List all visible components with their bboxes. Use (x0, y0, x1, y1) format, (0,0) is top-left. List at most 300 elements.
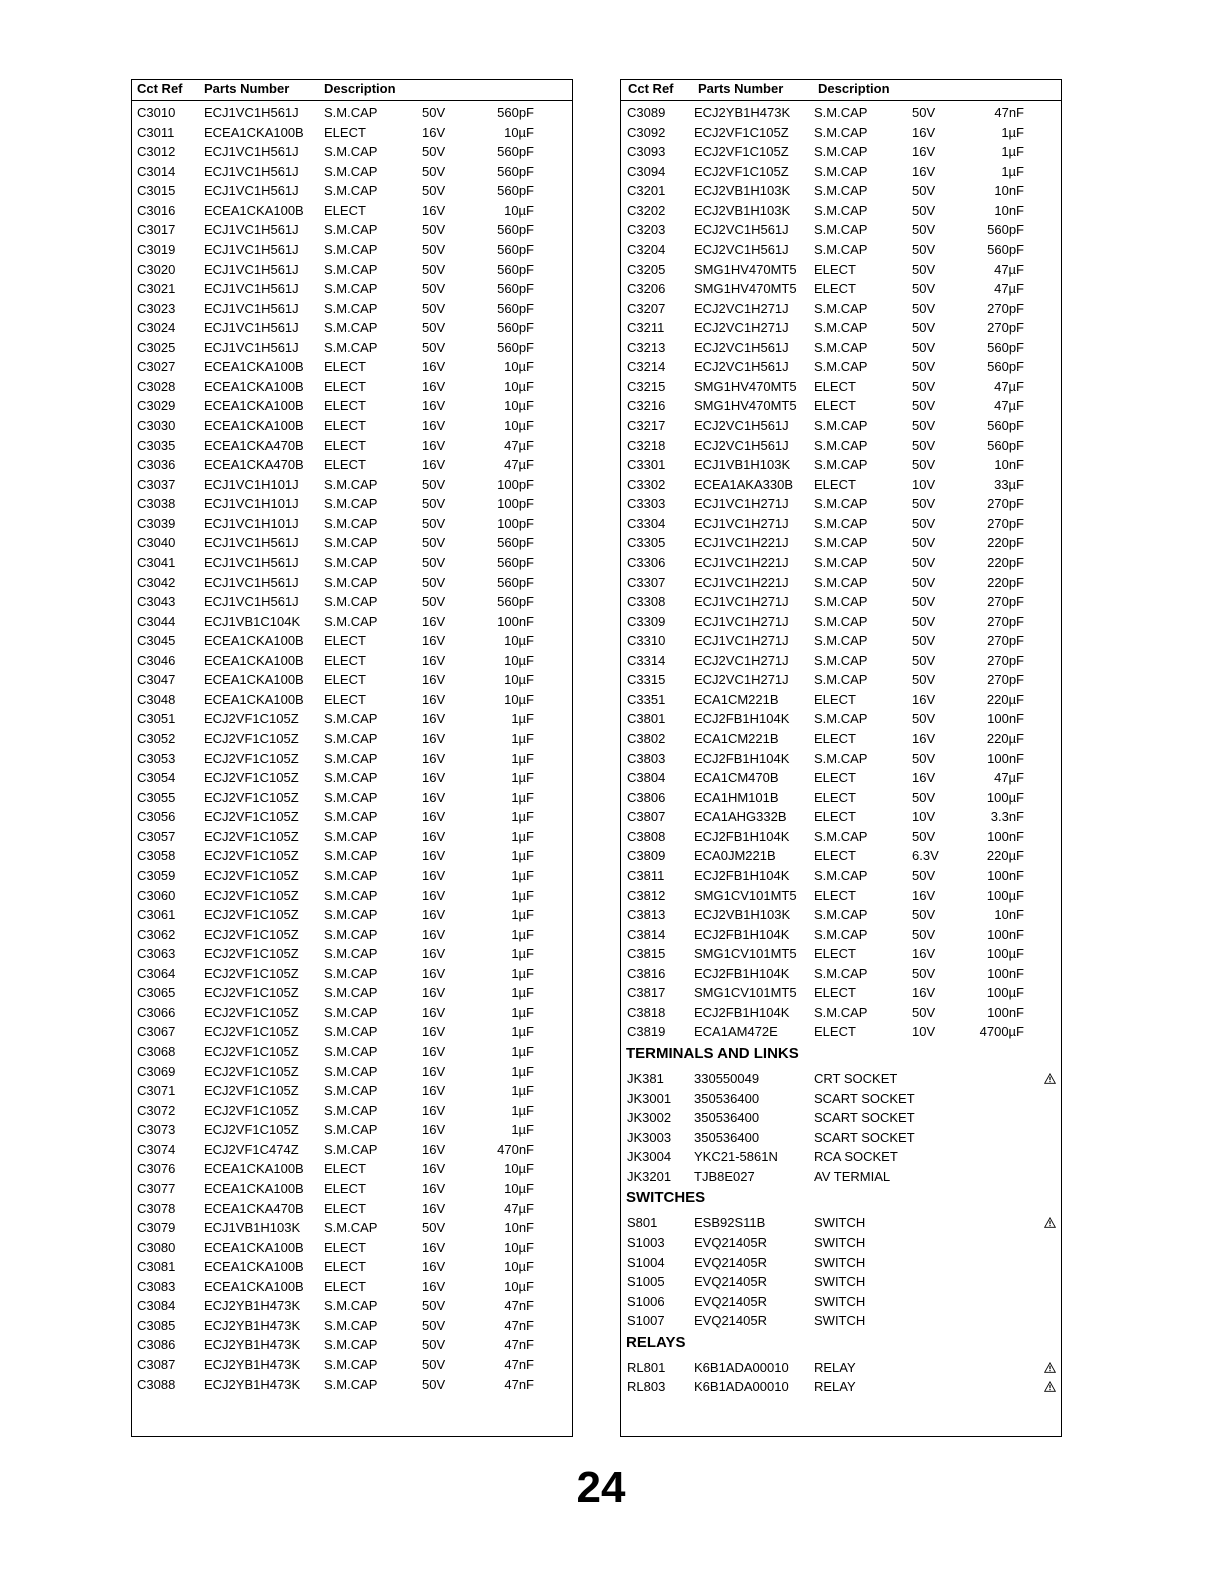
cct-ref: JK3002 (627, 1110, 672, 1126)
parts-number: ECJ1VC1H561J (204, 281, 299, 297)
table-row (132, 1081, 572, 1101)
table-row (132, 1375, 572, 1395)
table-row (132, 573, 572, 593)
voltage: 50V (912, 867, 936, 883)
value: 100µF (986, 985, 1024, 1001)
cct-ref: C3064 (137, 965, 176, 981)
cct-ref: C3215 (627, 378, 666, 394)
value: 10nF (994, 183, 1024, 199)
cct-ref: C3014 (137, 163, 176, 179)
value: 270pF (987, 652, 1024, 668)
voltage: 50V (422, 496, 446, 512)
description: ELECT (324, 633, 366, 649)
voltage: 16V (422, 1063, 446, 1079)
voltage: 16V (912, 887, 936, 903)
value: 560pF (497, 183, 534, 199)
parts-number: ECJ2VF1C105Z (204, 1122, 299, 1138)
value: 47µF (994, 398, 1024, 414)
value: 10µF (504, 652, 534, 668)
value: 560pF (497, 535, 534, 551)
parts-number: ECJ2YB1H473K (694, 105, 791, 120)
voltage: 50V (422, 574, 446, 590)
cct-ref: C3012 (137, 144, 176, 160)
description: ELECT (814, 848, 856, 864)
cct-ref: JK381 (627, 1071, 664, 1086)
cct-ref: C3074 (137, 1141, 176, 1157)
cct-ref: C3056 (137, 809, 176, 825)
cct-ref: C3060 (137, 887, 176, 903)
cct-ref: C3068 (137, 1044, 176, 1059)
description: S.M.CAP (814, 222, 868, 238)
description: S.M.CAP (814, 965, 868, 981)
cct-ref: C3202 (627, 202, 666, 218)
voltage: 50V (912, 105, 936, 120)
value: 1µF (511, 1122, 534, 1138)
value: 100nF (987, 711, 1024, 727)
voltage: 50V (422, 1357, 446, 1372)
table-row (621, 983, 1061, 1003)
description: S.M.CAP (814, 418, 868, 433)
description: ELECT (814, 378, 856, 394)
value: 1µF (511, 1083, 534, 1099)
value: 220µF (986, 848, 1024, 864)
voltage: 50V (422, 163, 446, 179)
description: S.M.CAP (324, 1102, 378, 1118)
value: 1µF (511, 750, 534, 766)
table-row (132, 299, 572, 319)
parts-number: ECJ2VC1H561J (694, 359, 789, 375)
cct-ref: C3310 (627, 633, 666, 649)
cct-ref: C3803 (627, 750, 666, 766)
description: S.M.CAP (324, 887, 378, 903)
table-row (621, 1233, 1061, 1253)
cct-ref: C3314 (627, 652, 666, 668)
cct-ref: C3217 (627, 418, 666, 433)
voltage: 16V (422, 985, 446, 1001)
cct-ref: C3048 (137, 691, 176, 707)
table-row (132, 768, 572, 788)
cct-ref: C3029 (137, 398, 176, 414)
voltage: 16V (422, 1180, 446, 1196)
table-row (132, 181, 572, 201)
description: ELECT (814, 789, 856, 805)
value: 1µF (511, 985, 534, 1001)
parts-number: SMG1HV470MT5 (694, 378, 797, 394)
table-row (621, 1128, 1061, 1148)
parts-number: ECA1HM101B (694, 789, 779, 805)
description: S.M.CAP (324, 1337, 378, 1353)
voltage: 50V (422, 1317, 446, 1333)
table-row (621, 436, 1061, 456)
parts-number: ECJ1VC1H561J (204, 535, 299, 551)
table-row (132, 807, 572, 827)
voltage: 50V (422, 105, 446, 120)
table-row (621, 592, 1061, 612)
table-row (621, 1147, 1061, 1167)
table-row (621, 1253, 1061, 1273)
cct-ref: C3813 (627, 907, 666, 923)
cct-ref: RL801 (627, 1359, 666, 1375)
cct-ref: C3051 (137, 711, 176, 727)
voltage: 50V (422, 261, 446, 277)
cct-ref: C3304 (627, 515, 666, 531)
parts-number: ECJ1VC1H561J (204, 144, 299, 160)
description: S.M.CAP (324, 222, 378, 238)
description: S.M.CAP (814, 183, 868, 199)
description: S.M.CAP (324, 144, 378, 160)
value: 47nF (504, 1317, 534, 1333)
section-heading: TERMINALS AND LINKS (626, 1045, 799, 1062)
value: 560pF (987, 437, 1024, 453)
value: 1µF (1001, 163, 1024, 179)
value: 10µF (504, 1239, 534, 1255)
table-row (621, 964, 1061, 984)
value: 560pF (987, 359, 1024, 375)
voltage: 16V (422, 691, 446, 707)
value: 1µF (511, 1044, 534, 1059)
cct-ref: C3035 (137, 437, 176, 453)
value: 10µF (504, 378, 534, 394)
parts-number: ECJ2VF1C105Z (204, 731, 299, 746)
description: S.M.CAP (324, 946, 378, 962)
voltage: 16V (422, 907, 446, 923)
cct-ref: C3806 (627, 789, 666, 805)
description: ELECT (324, 1278, 366, 1294)
voltage: 50V (912, 457, 936, 473)
cct-ref: C3058 (137, 848, 176, 864)
description: SCART SOCKET (814, 1110, 915, 1126)
table-row (621, 260, 1061, 280)
value: 100nF (987, 1004, 1024, 1020)
table-row (621, 612, 1061, 632)
header-parts-number: Parts Number (698, 81, 784, 96)
voltage: 50V (422, 1376, 446, 1392)
table-row (621, 1108, 1061, 1128)
value: 560pF (497, 144, 534, 160)
cct-ref: C3036 (137, 457, 176, 473)
value: 560pF (497, 163, 534, 179)
description: S.M.CAP (324, 848, 378, 864)
voltage: 50V (912, 281, 936, 297)
table-row (132, 142, 572, 162)
table-row (621, 788, 1061, 808)
voltage: 50V (422, 183, 446, 199)
voltage: 50V (912, 652, 936, 668)
voltage: 50V (912, 965, 936, 981)
table-row (621, 925, 1061, 945)
cct-ref: C3086 (137, 1337, 176, 1353)
description: ELECT (814, 261, 856, 277)
value: 560pF (497, 261, 534, 277)
value: 10µF (504, 359, 534, 375)
parts-number: ECJ2YB1H473K (204, 1376, 301, 1392)
cct-ref: C3061 (137, 907, 176, 923)
voltage: 50V (912, 594, 936, 610)
table-row (132, 1257, 572, 1277)
table-row (621, 670, 1061, 690)
table-header (132, 80, 572, 101)
cct-ref: C3076 (137, 1161, 176, 1177)
parts-number: ECA1AM472E (694, 1024, 778, 1040)
value: 47µF (504, 1200, 534, 1216)
description: AV TERMIAL (814, 1168, 891, 1184)
parts-table-right (620, 79, 1062, 1437)
cct-ref: C3080 (137, 1239, 176, 1255)
description: ELECT (324, 1200, 366, 1216)
description: ELECT (324, 124, 366, 140)
description: SWITCH (814, 1234, 866, 1250)
value: 220pF (987, 554, 1024, 570)
table-header (621, 80, 1061, 101)
description: ELECT (324, 652, 366, 668)
cct-ref: C3073 (137, 1122, 176, 1138)
voltage: 50V (912, 437, 936, 453)
description: S.M.CAP (814, 359, 868, 375)
table-row (621, 533, 1061, 553)
voltage: 6.3V (912, 848, 939, 864)
table-row (132, 944, 572, 964)
parts-number: SMG1CV101MT5 (694, 985, 797, 1001)
voltage: 16V (422, 418, 446, 433)
table-row (621, 1311, 1061, 1331)
cct-ref: C3201 (627, 183, 666, 199)
cct-ref: C3021 (137, 281, 176, 297)
table-row (621, 338, 1061, 358)
table-row (132, 964, 572, 984)
description: S.M.CAP (324, 731, 378, 746)
parts-number: ECJ1VC1H271J (694, 613, 789, 629)
description: ELECT (814, 770, 856, 786)
cct-ref: C3067 (137, 1024, 176, 1040)
description: ELECT (324, 359, 366, 375)
value: 10nF (504, 1220, 534, 1236)
value: 47µF (994, 261, 1024, 277)
voltage: 50V (912, 418, 936, 433)
voltage: 50V (912, 320, 936, 336)
description: S.M.CAP (324, 1357, 378, 1372)
voltage: 50V (912, 574, 936, 590)
cct-ref: C3027 (137, 359, 176, 375)
cct-ref: JK3201 (627, 1168, 672, 1184)
value: 100nF (987, 965, 1024, 981)
description: S.M.CAP (324, 1083, 378, 1099)
description: SWITCH (814, 1313, 866, 1329)
value: 47nF (504, 1357, 534, 1372)
description: ELECT (324, 1239, 366, 1255)
voltage: 16V (422, 1200, 446, 1216)
cct-ref: C3054 (137, 770, 176, 786)
section-heading: RELAYS (626, 1333, 686, 1351)
table-row (132, 553, 572, 573)
parts-number: EVQ21405R (694, 1313, 767, 1329)
value: 220µF (986, 731, 1024, 746)
value: 10nF (994, 202, 1024, 218)
table-row (132, 436, 572, 456)
description: ELECT (814, 476, 856, 492)
cct-ref: C3039 (137, 515, 176, 531)
table-row (132, 788, 572, 808)
table-row (621, 1022, 1061, 1042)
voltage: 50V (912, 907, 936, 923)
table-row (132, 123, 572, 143)
table-row (132, 377, 572, 397)
parts-number: ECJ1VC1H561J (204, 183, 299, 199)
value: 1µF (511, 887, 534, 903)
table-row (621, 886, 1061, 906)
table-row (621, 866, 1061, 886)
parts-number: ECJ2VB1H103K (694, 183, 791, 199)
voltage: 16V (422, 652, 446, 668)
description: S.M.CAP (324, 300, 378, 316)
description: ELECT (324, 691, 366, 707)
parts-number: ECEA1CKA470B (204, 1200, 304, 1216)
voltage: 16V (422, 457, 446, 473)
description: SCART SOCKET (814, 1129, 915, 1145)
voltage: 50V (912, 633, 936, 649)
value: 1µF (1001, 144, 1024, 160)
description: S.M.CAP (324, 750, 378, 766)
table-row (132, 533, 572, 553)
description: S.M.CAP (814, 633, 868, 649)
warning-icon (1044, 1362, 1056, 1373)
value: 560pF (497, 222, 534, 238)
voltage: 50V (422, 554, 446, 570)
table-row (132, 1277, 572, 1297)
parts-number: ECJ1VC1H271J (694, 496, 789, 512)
description: S.M.CAP (324, 261, 378, 277)
parts-number: ECJ1VC1H561J (204, 222, 299, 238)
description: ELECT (814, 985, 856, 1001)
cct-ref: C3301 (627, 457, 666, 473)
voltage: 50V (912, 672, 936, 688)
voltage: 16V (422, 770, 446, 786)
value: 560pF (987, 222, 1024, 238)
table-row (621, 123, 1061, 143)
cct-ref: C3071 (137, 1083, 176, 1099)
description: S.M.CAP (814, 672, 868, 688)
table-row (132, 925, 572, 945)
description: S.M.CAP (324, 1220, 378, 1236)
cct-ref: C3085 (137, 1317, 176, 1333)
parts-number: ECA0JM221B (694, 848, 776, 864)
parts-number: ECEA1CKA100B (204, 202, 304, 218)
table-row (621, 1213, 1061, 1233)
table-row (132, 494, 572, 514)
value: 560pF (497, 320, 534, 336)
cct-ref: C3094 (627, 163, 666, 179)
description: S.M.CAP (814, 1004, 868, 1020)
table-row (132, 260, 572, 280)
voltage: 10V (912, 476, 936, 492)
description: S.M.CAP (324, 1063, 378, 1079)
table-row (132, 1062, 572, 1082)
description: ELECT (324, 1180, 366, 1196)
voltage: 50V (912, 222, 936, 238)
table-row (132, 1042, 572, 1062)
cct-ref: S1007 (627, 1313, 665, 1329)
voltage: 16V (422, 1004, 446, 1020)
description: S.M.CAP (324, 1298, 378, 1314)
table-row (621, 299, 1061, 319)
voltage: 16V (422, 965, 446, 981)
cct-ref: C3211 (627, 320, 665, 336)
parts-number: ECJ2VC1H561J (694, 418, 789, 433)
table-row (132, 162, 572, 182)
parts-number: ECJ2VF1C105Z (204, 770, 299, 786)
value: 1µF (511, 1063, 534, 1079)
parts-number: ECJ2VF1C105Z (204, 1004, 299, 1020)
parts-number: ECA1CM221B (694, 731, 779, 746)
parts-number: ECJ2VF1C105Z (204, 887, 299, 903)
table-row (621, 553, 1061, 573)
table-row (132, 1120, 572, 1140)
cct-ref: C3306 (627, 554, 666, 570)
parts-number: ECA1CM221B (694, 691, 779, 707)
description: S.M.CAP (324, 907, 378, 923)
header-cct-ref: Cct Ref (628, 81, 674, 96)
description: S.M.CAP (814, 613, 868, 629)
cct-ref: C3052 (137, 731, 176, 746)
parts-number: ECJ2FB1H104K (694, 828, 790, 844)
value: 220pF (987, 574, 1024, 590)
parts-number: ECJ2VF1C105Z (204, 711, 299, 727)
cct-ref: C3043 (137, 594, 176, 610)
value: 1µF (511, 907, 534, 923)
voltage: 50V (912, 183, 936, 199)
voltage: 16V (422, 867, 446, 883)
parts-number: ECEA1CKA100B (204, 1278, 304, 1294)
value: 47µF (504, 457, 534, 473)
cct-ref: C3808 (627, 828, 666, 844)
cct-ref: C3065 (137, 985, 176, 1001)
cct-ref: C3206 (627, 281, 666, 297)
voltage: 50V (422, 535, 446, 551)
voltage: 16V (422, 1161, 446, 1177)
description: S.M.CAP (324, 1024, 378, 1040)
value: 220pF (987, 535, 1024, 551)
table-row (621, 181, 1061, 201)
voltage: 50V (422, 222, 446, 238)
cct-ref: C3028 (137, 378, 176, 394)
value: 1µF (511, 965, 534, 981)
cct-ref: C3053 (137, 750, 176, 766)
description: S.M.CAP (324, 1141, 378, 1157)
parts-table-left (131, 79, 573, 1437)
voltage: 50V (912, 828, 936, 844)
cct-ref: JK3001 (627, 1090, 672, 1106)
cct-ref: C3089 (627, 105, 666, 120)
voltage: 10V (912, 809, 936, 825)
value: 47nF (504, 1337, 534, 1353)
description: ELECT (814, 691, 856, 707)
parts-number: ECJ2YB1H473K (204, 1298, 301, 1314)
description: S.M.CAP (324, 594, 378, 610)
value: 560pF (497, 339, 534, 355)
table-row (132, 983, 572, 1003)
description: S.M.CAP (814, 750, 868, 766)
value: 10µF (504, 418, 534, 433)
description: S.M.CAP (814, 515, 868, 531)
cct-ref: C3305 (627, 535, 666, 551)
parts-number: ECJ1VC1H561J (204, 241, 299, 257)
value: 560pF (497, 554, 534, 570)
cct-ref: RL803 (627, 1379, 666, 1395)
cct-ref: C3218 (627, 437, 666, 453)
parts-number: ECJ2VF1C105Z (204, 1024, 299, 1040)
value: 100nF (987, 926, 1024, 942)
parts-number: ECJ1VB1H103K (694, 457, 791, 473)
description: ELECT (814, 946, 856, 962)
